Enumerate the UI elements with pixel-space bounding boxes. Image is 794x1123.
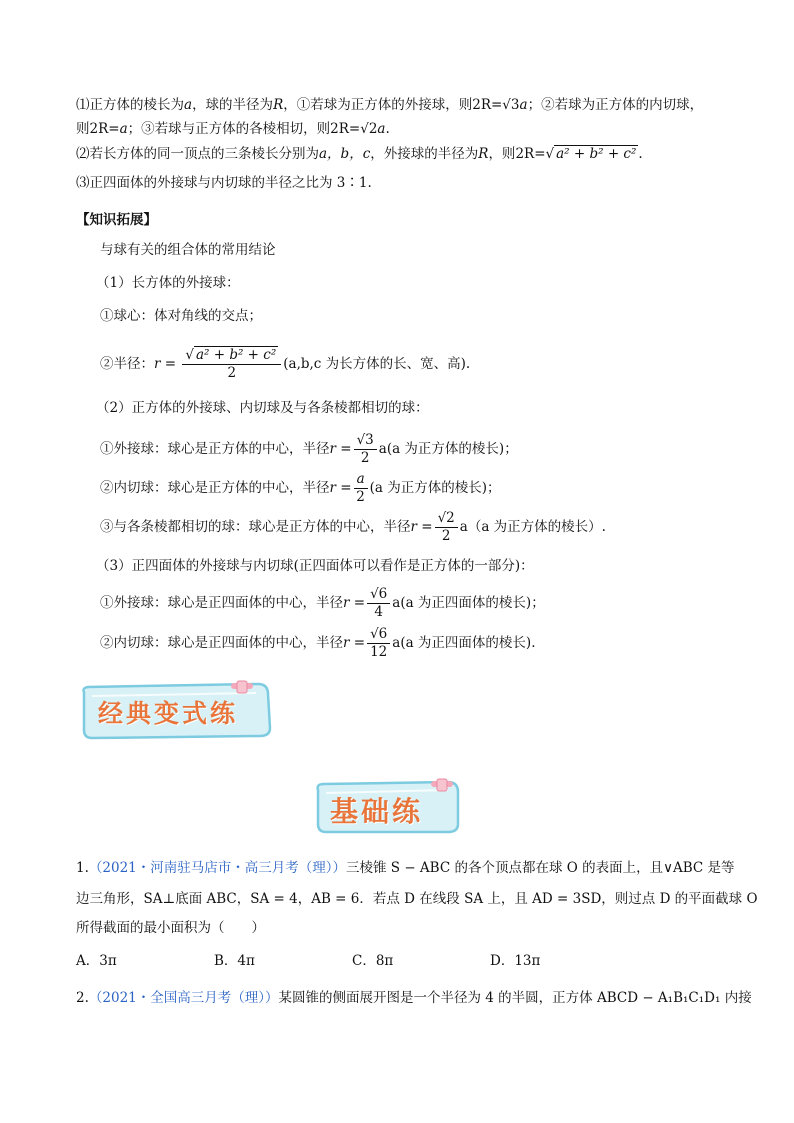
question-text: 某圆锥的侧面展开图是一个半径为 4 的半圆，正方体 ABCD − A₁B₁C₁D₁ 内接 [278, 990, 752, 1006]
var: a，b，c [319, 146, 371, 162]
var: a [519, 97, 528, 113]
text: (a,b,c 为长方体的长、宽、高). [283, 356, 471, 372]
expr: r = [410, 519, 433, 535]
expr: = [108, 121, 120, 137]
text: ①外接球：球心是正方体的中心，半径 [100, 441, 330, 457]
section1-center: ①球心：体对角线的交点； [100, 308, 262, 324]
expr: =√ [534, 146, 555, 162]
expr: 2R [89, 121, 109, 137]
fraction [182, 347, 281, 382]
text: a(a 为正四面体的棱长)； [392, 595, 545, 611]
fraction [367, 586, 390, 621]
denominator: 4 [374, 604, 383, 620]
denominator: 12 [370, 644, 388, 660]
q1-line-1 [76, 858, 735, 878]
extension-heading: 【知识拓展】 [76, 212, 157, 228]
text: 则 [76, 121, 90, 137]
expr: 2R [472, 97, 491, 113]
fraction [367, 626, 390, 661]
text: ③与各条棱都相切的球：球心是正方体的中心，半径 [100, 519, 411, 535]
section3-inner [100, 624, 535, 662]
extension-intro: 与球有关的组合体的常用结论 [100, 242, 276, 258]
classic-badge-label: 经典变式练 [98, 699, 239, 728]
basic-badge [312, 778, 462, 836]
q2-line-1 [76, 988, 752, 1008]
numerator: √6 [367, 626, 390, 644]
expr: =√3 [491, 97, 520, 113]
text: ⑵若长方体的同一顶点的三条棱长分别为 [76, 146, 319, 162]
text: ②内切球：球心是正四面体的中心，半径 [100, 635, 343, 651]
expr: 2R [330, 121, 349, 137]
radicand: a² + b² + c² [195, 347, 277, 363]
var: a [377, 121, 386, 137]
var: a [184, 97, 193, 113]
numerator: √6 [367, 586, 390, 604]
expr: r = [329, 480, 352, 496]
question-number: 2. [76, 990, 89, 1006]
expr: r = [329, 441, 352, 457]
expr: r = [343, 635, 366, 651]
denominator: 2 [356, 489, 365, 505]
q1-line-2: 边三角形，SA⊥底面 ABC，SA = 4，AB = 6．若点 D 在线段 SA 上，且 AD = 3SD，则过点 D 的平面截球 O [76, 891, 758, 907]
text: ⑴正方体的棱长为 [76, 97, 184, 113]
text: = [164, 356, 177, 372]
intro-line-1 [76, 95, 703, 115]
denominator: 2 [227, 365, 237, 381]
text: ，外接球的半径为 [370, 146, 479, 162]
text: ，①若球为正方体的外接球，则 [283, 97, 473, 113]
text: ①外接球：球心是正四面体的中心，半径 [100, 595, 343, 611]
intro-line-4: ⑶正四面体的外接球与内切球的半径之比为 3∶1. [76, 175, 372, 191]
basic-badge-label: 基础练 [330, 795, 424, 828]
section2-edge [100, 508, 606, 546]
question-number: 1. [76, 860, 89, 876]
option-c[interactable]: C．8π [352, 953, 394, 969]
text: a（a 为正方体的棱长）. [459, 519, 606, 535]
option-b[interactable]: B．4π [214, 953, 255, 969]
intro-line-3 [76, 144, 643, 164]
denominator: 2 [441, 528, 451, 544]
var: r [154, 356, 161, 372]
section2-title: （2）正方体的外接球、内切球及与各条棱都相切的球： [96, 400, 429, 416]
expr: 2R [515, 146, 535, 162]
classic-badge [78, 680, 274, 742]
numerator: √3 [354, 432, 377, 450]
radicand: a² + b² + c² [556, 146, 637, 162]
section2-outer [100, 430, 518, 468]
sqrt-sign: √ [185, 347, 194, 363]
text: ，球的半径为 [192, 97, 274, 113]
numerator: a [354, 471, 368, 489]
text: . [638, 146, 643, 162]
numerator: √2 [435, 510, 458, 528]
text: (a 为正方体的棱长)； [369, 480, 501, 496]
denominator: 2 [360, 450, 370, 466]
var: R [478, 146, 489, 162]
q1-options [76, 951, 628, 971]
section3-title: （3）正四面体的外接球与内切球(正四面体可以看作是正方体的一部分)： [96, 558, 534, 574]
section1-title: （1）长方体的外接球： [96, 275, 240, 291]
option-a[interactable]: A．3π [76, 953, 117, 969]
section1-radius [100, 345, 470, 383]
question-source: （2021・河南驻马店市・高三月考（理）） [88, 860, 346, 876]
expr: r = [343, 595, 366, 611]
text: ，则 [488, 146, 516, 162]
text: ；②若球为正方体的内切球， [527, 97, 704, 113]
var: a [119, 121, 128, 137]
text: . [385, 121, 390, 137]
fraction [354, 471, 368, 506]
q1-line-3: 所得截面的最小面积为（ ） [76, 920, 265, 936]
expr: =√2 [348, 121, 378, 137]
fraction [354, 432, 377, 467]
text: ②半径： [100, 356, 154, 372]
question-source: （2021・全国高三月考（理）） [88, 990, 279, 1006]
text: a(a 为正方体的棱长)； [378, 441, 518, 457]
section3-outer [100, 584, 545, 622]
text: a(a 为正四面体的棱长). [392, 635, 536, 651]
fraction [435, 510, 458, 545]
option-d[interactable]: D．13π [490, 953, 541, 969]
section2-inner [100, 469, 501, 507]
text: ；③若球与正方体的各棱相切，则 [127, 121, 331, 137]
numerator [182, 347, 281, 365]
question-text: 三棱锥 S − ABC 的各个顶点都在球 O 的表面上，且∨ABC 是等 [346, 860, 735, 876]
text: ②内切球：球心是正方体的中心，半径 [100, 480, 330, 496]
var: R [273, 97, 284, 113]
intro-line-2 [76, 119, 390, 139]
